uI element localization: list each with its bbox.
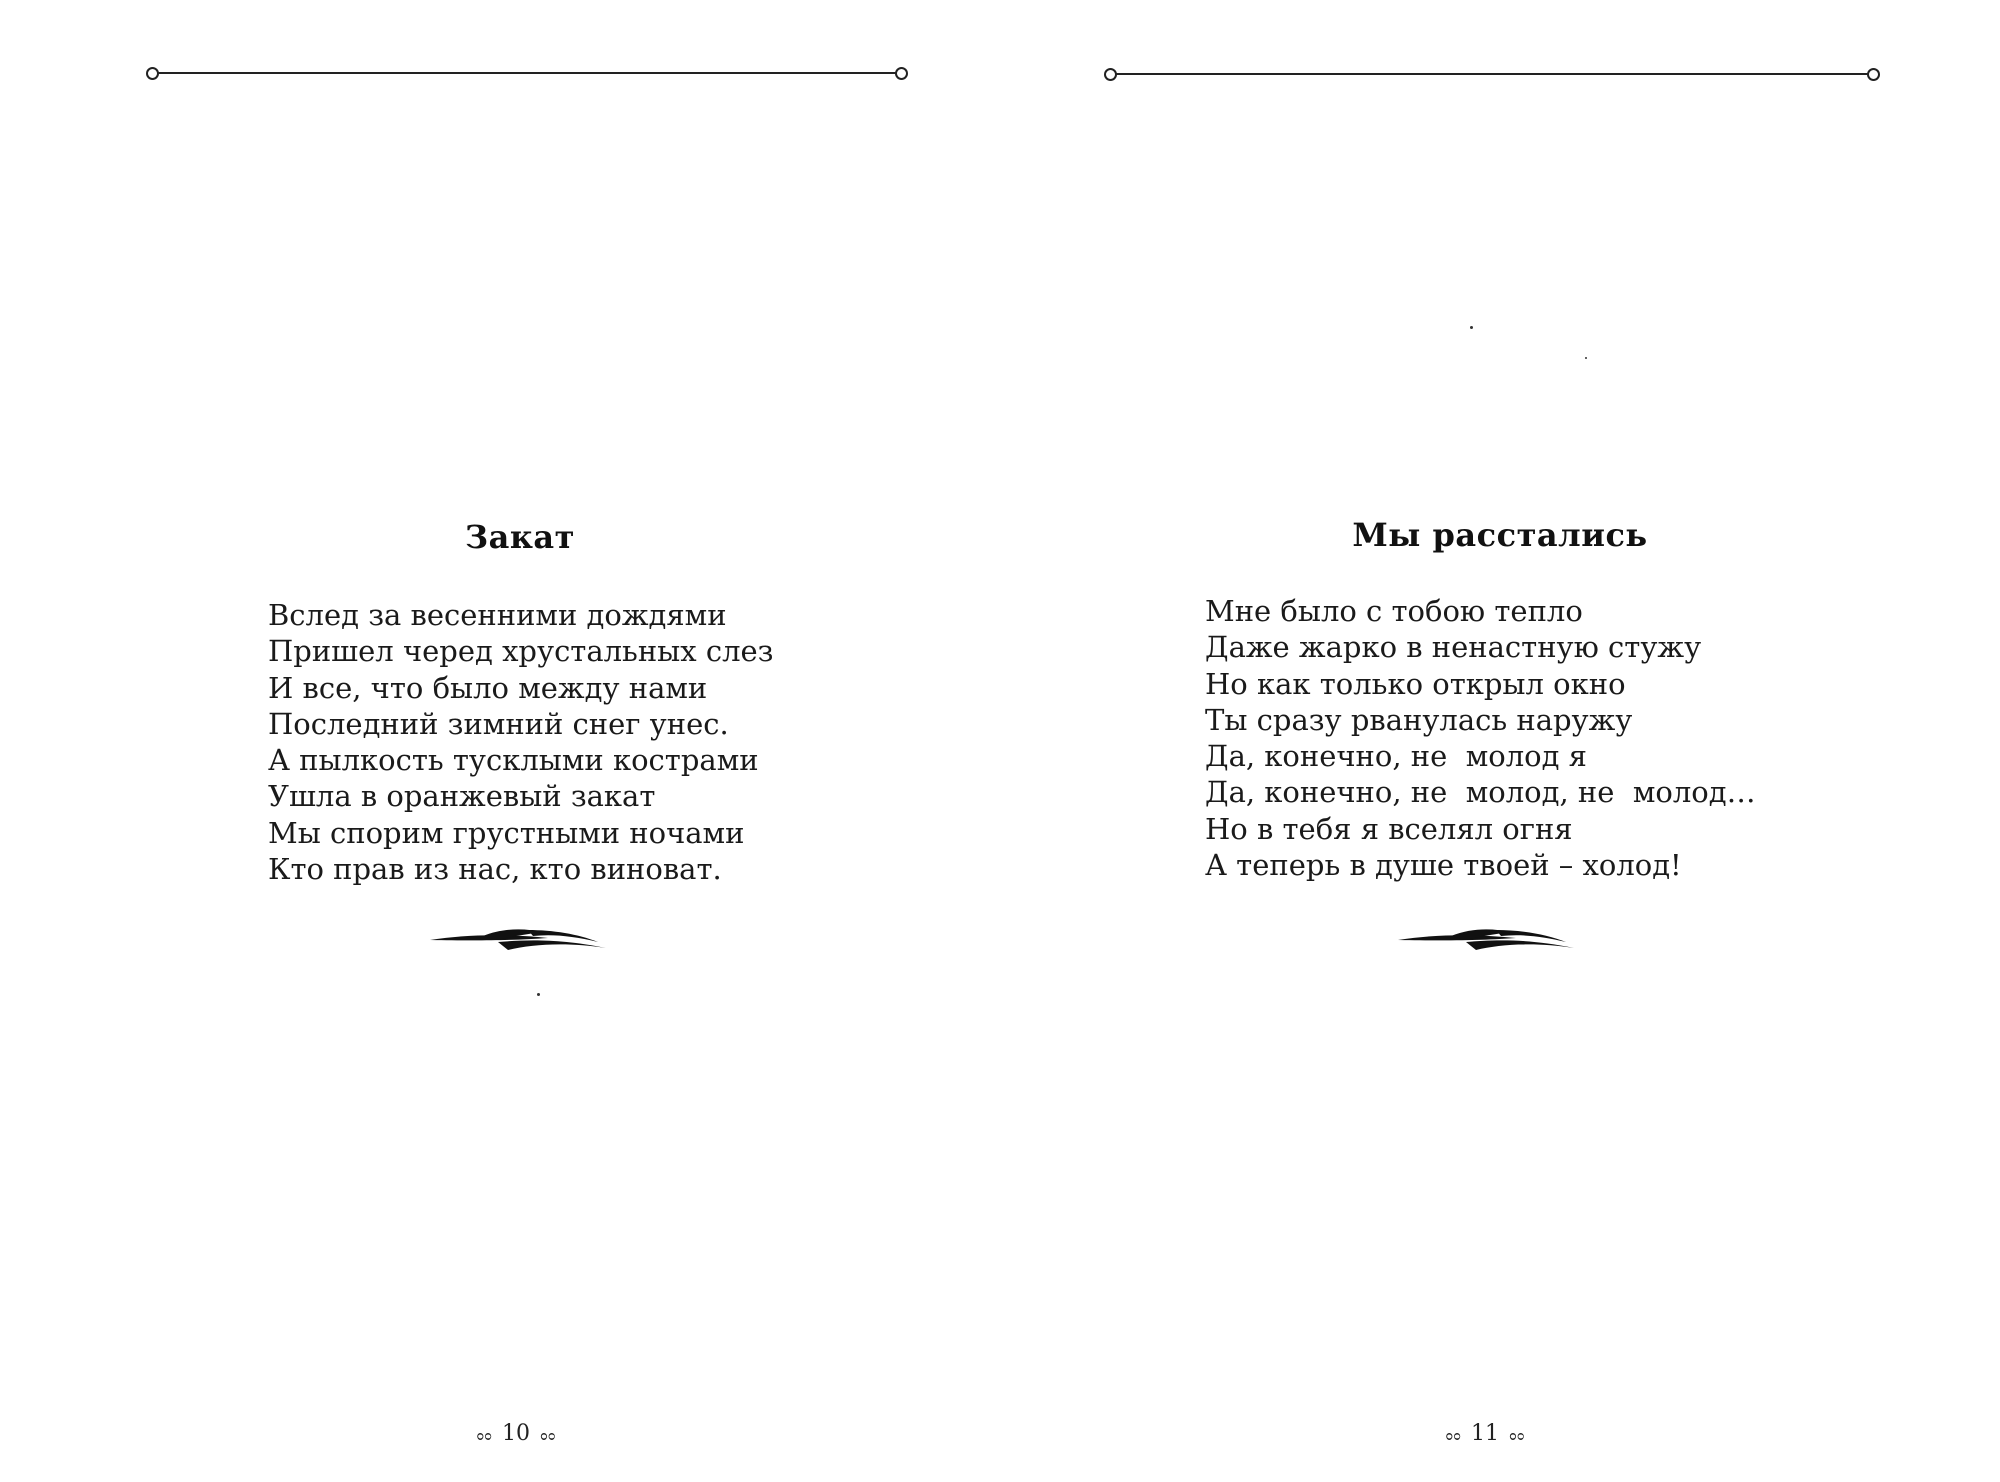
poem-line: А пылкость тусклыми кострами xyxy=(268,743,759,778)
page-number xyxy=(436,1421,596,1446)
poem-line: Ушла в оранжевый закат xyxy=(268,779,656,814)
poem-stanza xyxy=(268,597,773,887)
folio-ornament-icon: ೲ xyxy=(1445,1421,1461,1445)
poem-line: И все, что было между нами xyxy=(268,670,708,705)
scan-speck xyxy=(1470,326,1473,329)
folio-ornament-icon: ೲ xyxy=(540,1421,556,1445)
poem-line: Мне было с тобою тепло xyxy=(1205,594,1583,628)
poem-line: Но как только открыл окно xyxy=(1205,666,1626,701)
poem-line: Последний зимний снег унес. xyxy=(268,706,729,741)
poem-line: Да, конечно, не молод, не молод… xyxy=(1205,775,1756,810)
poem-line: Мы спорим грустными ночами xyxy=(268,815,745,850)
page-number xyxy=(1405,1421,1565,1446)
poem-line: А теперь в душе твоей – холод! xyxy=(1205,848,1682,883)
poem-line: Да, конечно, не молод я xyxy=(1205,739,1587,774)
page-number-text: 10 xyxy=(502,1421,530,1446)
page-number-text: 11 xyxy=(1471,1421,1499,1446)
poem-line: Ты сразу рванулась наружу xyxy=(1205,702,1633,737)
poem-line: Вслед за весенними дождями xyxy=(268,598,727,632)
top-rule xyxy=(1104,67,1880,81)
poem-line: Даже жарко в ненастную стужу xyxy=(1205,630,1702,665)
scan-speck xyxy=(1585,357,1587,359)
top-rule xyxy=(146,66,908,80)
right-page xyxy=(1000,0,2000,1482)
poem-line: Пришел черед хрустальных слез xyxy=(268,634,774,669)
flourish-ornament-icon xyxy=(1396,928,1576,954)
poem-stanza xyxy=(1205,593,1756,883)
poem-line: Но в тебя я вселял огня xyxy=(1205,811,1573,846)
flourish-ornament-icon xyxy=(428,928,608,954)
scan-speck xyxy=(537,993,540,996)
folio-ornament-icon: ೲ xyxy=(1509,1421,1525,1445)
poem-title: Закат xyxy=(465,518,575,556)
poem-line: Кто прав из нас, кто виноват. xyxy=(268,852,722,887)
poem-title: Мы расстались xyxy=(1352,516,1648,554)
folio-ornament-icon: ೲ xyxy=(476,1421,492,1445)
